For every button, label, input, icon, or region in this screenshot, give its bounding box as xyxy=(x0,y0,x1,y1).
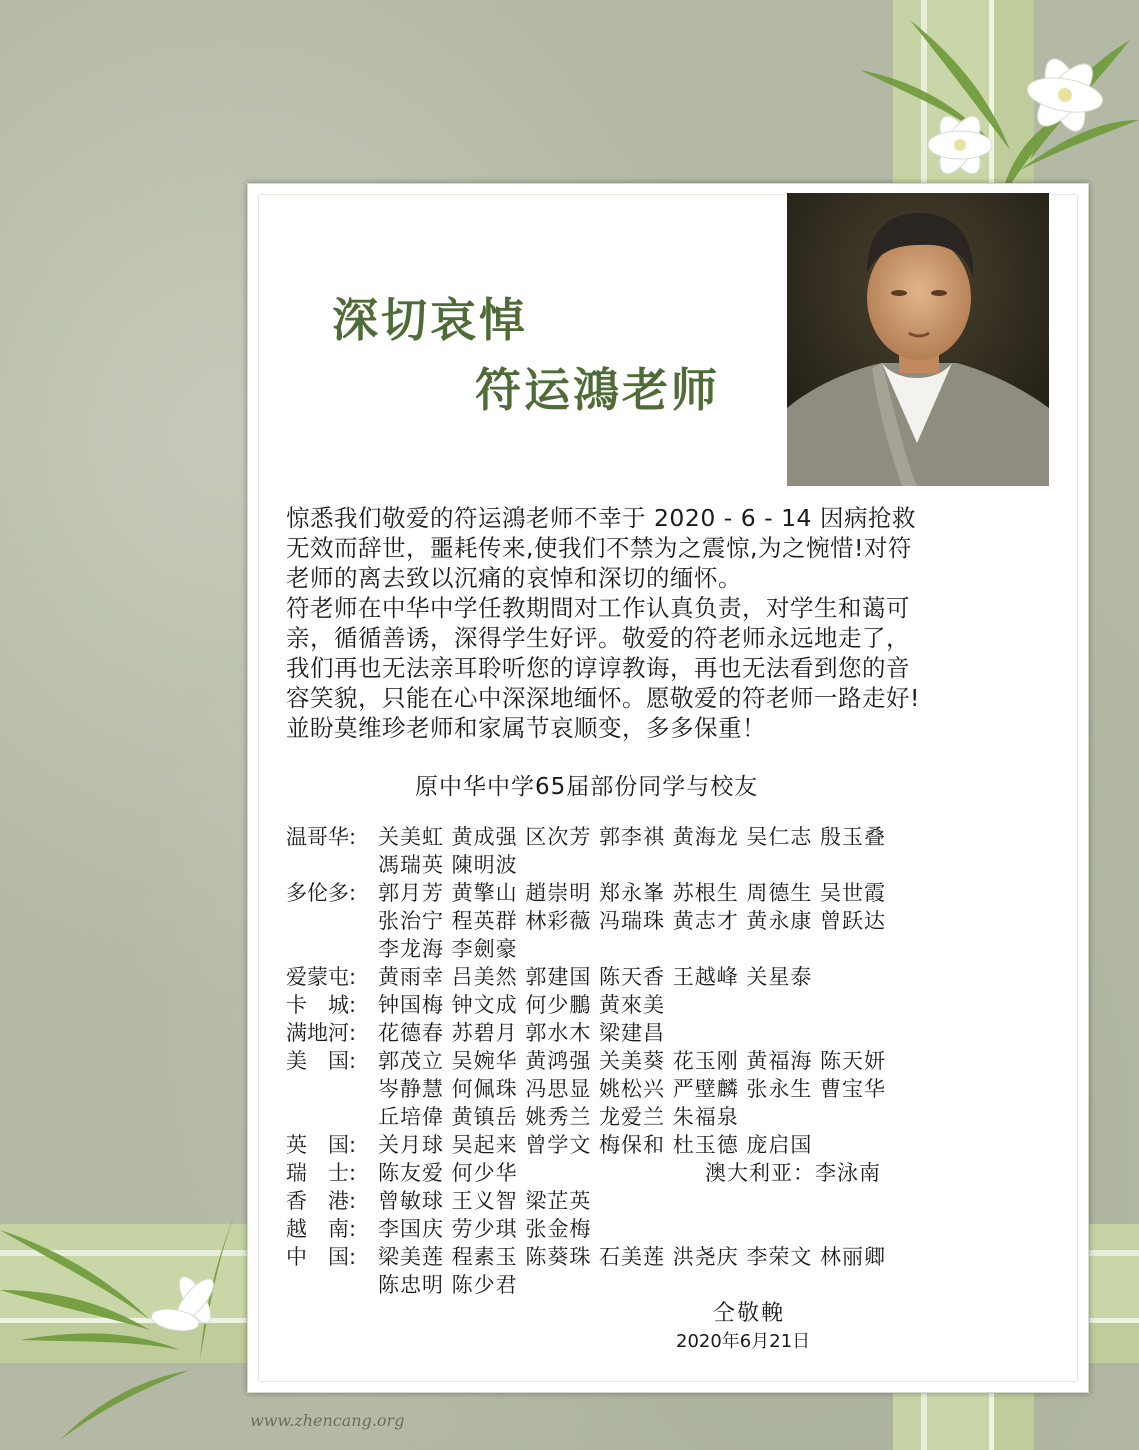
roster-place: 中 国: xyxy=(286,1245,357,1269)
signature-group: 原中华中学65届部份同学与校友 xyxy=(415,774,759,800)
roster-row xyxy=(286,935,886,963)
eulogy-line: 无效而辞世，噩耗传来,使我们不禁为之震惊,为之惋惜!对符 xyxy=(286,534,912,562)
roster-names: 岑静慧 何佩珠 冯思显 姚松兴 严壁麟 张永生 曹宝华 xyxy=(378,1077,887,1101)
roster-names: 关美虹 黄成强 区次芳 郭李祺 黄海龙 吴仁志 殷玉叠 xyxy=(378,825,887,849)
roster-place: 越 南: xyxy=(286,1217,357,1241)
roster-names: 郭茂立 吴婉华 黄鸿强 关美葵 花玉刚 黄福海 陈天妍 xyxy=(378,1049,887,1073)
roster-names: 梁美莲 程素玉 陈葵珠 石美莲 洪尧庆 李荣文 林丽卿 xyxy=(378,1245,887,1269)
roster-names: 李龙海 李劍豪 xyxy=(378,937,518,961)
roster-place: 香 港: xyxy=(286,1189,357,1213)
roster-australia: 澳大利亚：李泳南 xyxy=(705,1161,881,1185)
eulogy-body xyxy=(286,503,1046,743)
roster-row xyxy=(286,963,886,991)
roster-row xyxy=(286,1047,886,1075)
roster-names: 李国庆 劳少琪 张金梅 xyxy=(378,1217,592,1241)
roster-place: 美 国: xyxy=(286,1049,357,1073)
roster-row xyxy=(286,1131,886,1159)
roster-row xyxy=(286,1103,886,1131)
portrait-photo xyxy=(787,193,1049,486)
roster-names: 钟国梅 钟文成 何少鵬 黄來美 xyxy=(378,993,666,1017)
roster-row xyxy=(286,1187,886,1215)
roster-row xyxy=(286,879,886,907)
roster-row xyxy=(286,907,886,935)
lily-flower-decoration-top xyxy=(850,0,1139,200)
eulogy-line: 我们再也无法亲耳聆听您的谆谆教诲，再也无法看到您的音 xyxy=(286,654,910,682)
roster-place: 爱蒙屯: xyxy=(286,965,357,989)
eulogy-line: 惊悉我们敬爱的符运鴻老师不幸于 2020 - 6 - 14 因病抢救 xyxy=(286,504,916,532)
roster-names: 关月球 吴起来 曾学文 梅保和 杜玉德 庞启国 xyxy=(378,1133,813,1157)
roster-row xyxy=(286,823,886,851)
website-watermark: www.zhencang.org xyxy=(250,1411,405,1430)
roster-row xyxy=(286,851,886,879)
eulogy-line: 亲，循循善诱，深得学生好评。敬爱的符老师永远地走了， xyxy=(286,624,910,652)
roster-row xyxy=(286,1019,886,1047)
roster-names: 陈友爱 何少华 xyxy=(378,1161,518,1185)
roster-list xyxy=(286,823,886,1299)
roster-names: 郭月芳 黄擎山 趙崇明 郑永峯 苏根生 周德生 吴世霞 xyxy=(378,881,887,905)
portrait-illustration xyxy=(787,193,1049,486)
roster-row xyxy=(286,1271,886,1299)
roster-names: 花德春 苏碧月 郭水木 梁建昌 xyxy=(378,1021,666,1045)
roster-row xyxy=(286,991,886,1019)
roster-names: 黄雨幸 吕美然 郭建国 陈天香 王越峰 关星泰 xyxy=(378,965,813,989)
page-title-teacher-name: 符运鴻老师 xyxy=(475,363,720,417)
eulogy-line: 符老师在中华中学任教期間对工作认真负责，对学生和蔼可 xyxy=(286,594,910,622)
roster-place: 满地河: xyxy=(286,1021,357,1045)
roster-names: 张治宁 程英群 林彩薇 冯瑞珠 黄志才 黄永康 曾跃达 xyxy=(378,909,887,933)
roster-names: 陈忠明 陈少君 xyxy=(378,1273,518,1297)
closing-signoff: 仝敬輓 xyxy=(713,1301,786,1326)
eulogy-line: 老师的离去致以沉痛的哀悼和深切的缅怀。 xyxy=(286,564,742,592)
page-title-mourning: 深切哀悼 xyxy=(332,293,528,347)
roster-names: 馮瑞英 陳明波 xyxy=(378,853,518,877)
roster-place: 卡 城: xyxy=(286,993,357,1017)
roster-place: 温哥华: xyxy=(286,825,357,849)
lily-flower-decoration-bottom xyxy=(0,1190,250,1450)
roster-row xyxy=(286,1243,886,1271)
date-text: 2020年6月21日 xyxy=(676,1331,811,1352)
roster-place: 瑞 士: xyxy=(286,1161,357,1185)
roster-place: 英 国: xyxy=(286,1133,357,1157)
roster-names: 丘培偉 黄镇岳 姚秀兰 龙爱兰 朱福泉 xyxy=(378,1105,739,1129)
roster-names: 曾敏球 王义智 梁芷英 xyxy=(378,1189,592,1213)
roster-row xyxy=(286,1075,886,1103)
eulogy-line: 並盼莫维珍老师和家属节哀顺变，多多保重！ xyxy=(286,714,766,742)
roster-row xyxy=(286,1215,886,1243)
roster-place: 多伦多: xyxy=(286,881,357,905)
eulogy-line: 容笑貌，只能在心中深深地缅怀。愿敬爱的符老师一路走好! xyxy=(286,684,920,712)
